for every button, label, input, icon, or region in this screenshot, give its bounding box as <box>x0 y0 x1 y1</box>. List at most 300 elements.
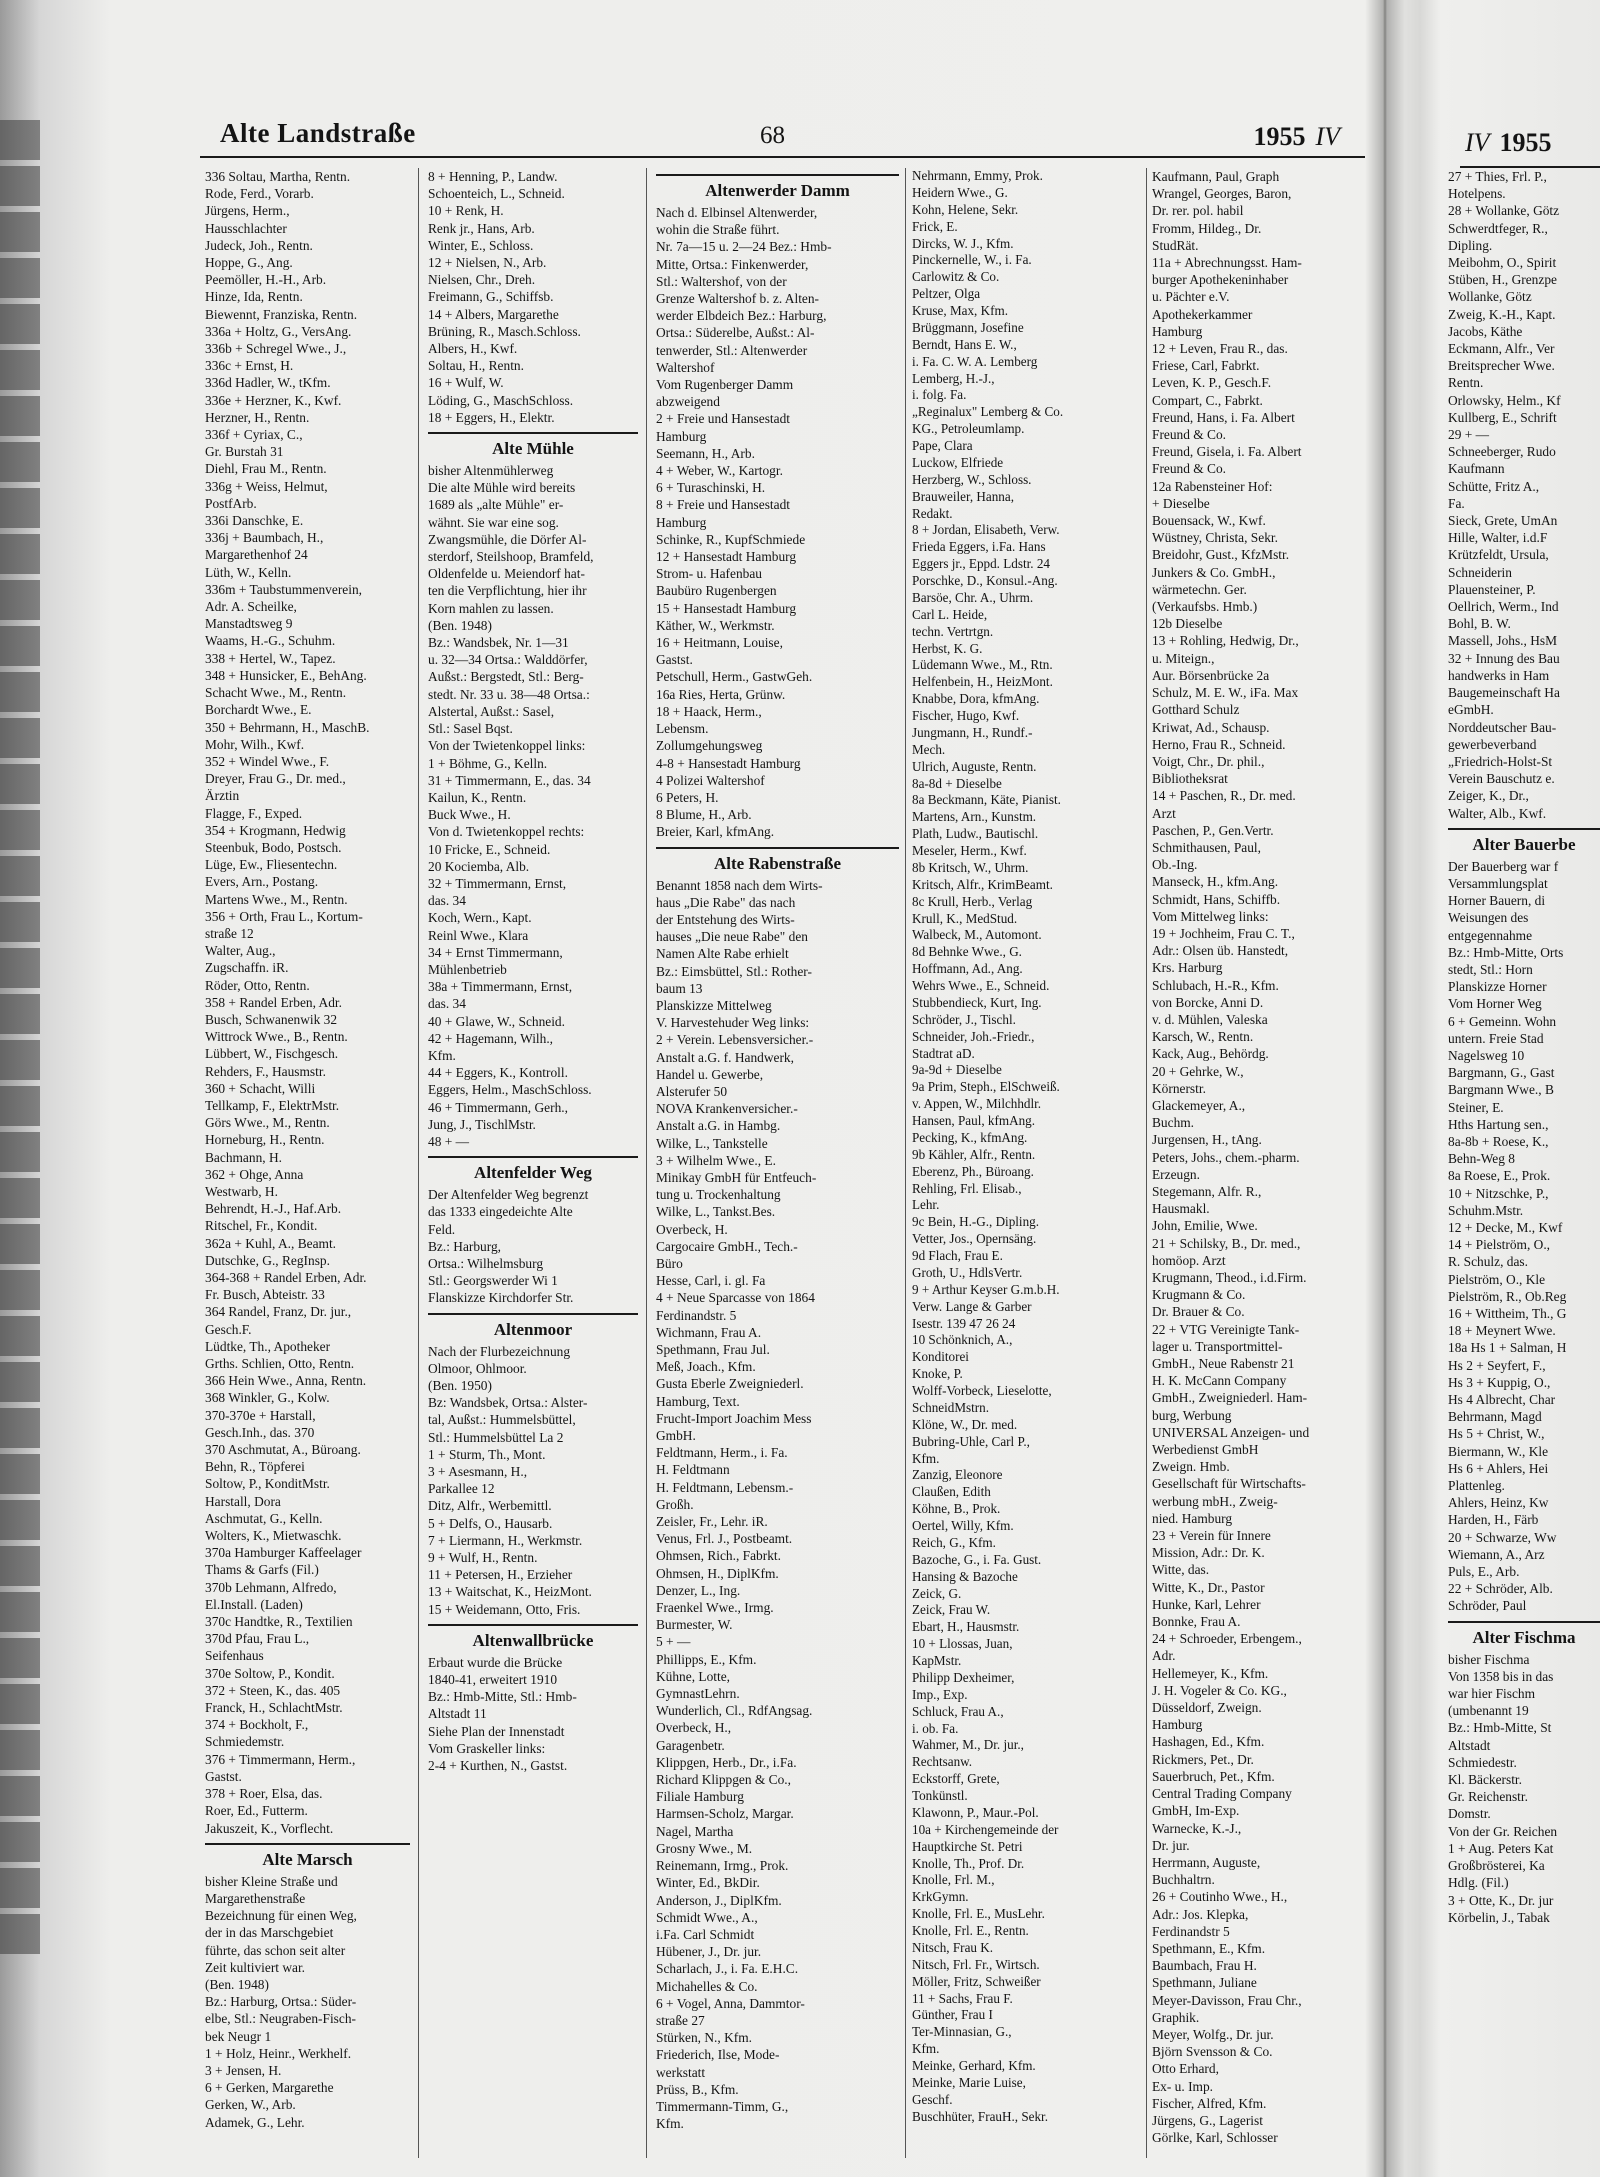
directory-entry: Waltershof <box>656 359 715 375</box>
directory-entry: Knolle, Frl. E., Rentn. <box>912 1923 1029 1938</box>
directory-entry: Hansing & Bazoche <box>912 1568 1018 1584</box>
directory-entry: KG., Petroleumlamp. <box>912 421 1025 437</box>
directory-entry: Dircks, W. J., Kfm. <box>912 235 1014 251</box>
directory-entry: Hunke, Karl, Lehrer <box>1152 1596 1261 1612</box>
column-6-next-page <box>1448 168 1600 1926</box>
directory-entry: Lehr. <box>912 1197 940 1213</box>
directory-entry: Hamburg <box>656 514 707 530</box>
directory-entry: Dr. rer. pol. habil <box>1152 203 1244 219</box>
directory-entry: das 1333 eingedeichte Alte <box>428 1204 573 1220</box>
directory-entry: 364-368 + Randel Erben, Adr. <box>205 1270 367 1285</box>
directory-entry: Bohl, B. W. <box>1448 616 1511 632</box>
directory-entry: Harmsen-Scholz, Margar. <box>656 1806 794 1822</box>
directory-entry: Nitsch, Frl. Fr., Wirtsch. <box>912 1956 1040 1972</box>
directory-entry: Judeck, Joh., Rentn. <box>205 237 313 253</box>
directory-entry: 3 + Jensen, H. <box>205 2062 282 2078</box>
directory-entry: Nagelsweg 10 <box>1448 1047 1525 1063</box>
directory-entry: 20 + Schwarze, Ww <box>1448 1529 1557 1545</box>
directory-entry: Alsterufer 50 <box>656 1083 728 1099</box>
directory-entry: u. Pächter e.V. <box>1152 289 1230 305</box>
directory-entry: Fr. Busch, Abteistr. 33 <box>205 1287 325 1303</box>
directory-entry: Baugemeinschaft Ha <box>1448 685 1560 701</box>
directory-entry: Herrmann, Auguste, <box>1152 1854 1261 1870</box>
directory-entry: Geschf. <box>912 2091 953 2107</box>
directory-entry: baum 13 <box>656 980 703 996</box>
directory-entry: Sieck, Grete, UmAn <box>1448 513 1558 529</box>
directory-entry: Overbeck, H., <box>656 1720 732 1736</box>
directory-entry: 336b + Schregel Wwe., J., <box>205 341 347 357</box>
directory-entry: Schmithausen, Paul, <box>1152 839 1261 855</box>
directory-entry: Krützfeldt, Ursula, <box>1448 547 1549 563</box>
directory-entry: (Ben. 1948) <box>205 1976 269 1992</box>
directory-entry: hauses „Die neue Rabe" den <box>656 929 808 945</box>
directory-entry: Görlke, Karl, Schlosser <box>1152 2130 1278 2146</box>
directory-entry: 10 Fricke, E., Schneid. <box>428 841 551 857</box>
directory-entry: Hamburg <box>656 428 707 444</box>
directory-entry: führte, das schon seit alter <box>205 1942 346 1958</box>
directory-entry: Krull, K., MedStud. <box>912 910 1018 926</box>
directory-entry: 348 + Hunsicker, E., BehAng. <box>205 667 367 683</box>
directory-entry: Peemöller, H.-H., Arb. <box>205 272 327 288</box>
directory-entry: Karsch, W., Rentn. <box>1152 1029 1254 1045</box>
directory-entry: GmbH., Zweigniederl. Ham- <box>1152 1390 1308 1406</box>
directory-entry: Schwerdtfeger, R., <box>1448 220 1548 236</box>
directory-entry: 20 Kociemba, Alb. <box>428 858 530 874</box>
directory-entry: Ebart, H., Hausmstr. <box>912 1619 1020 1635</box>
directory-entry: Hansen, Paul, kfmAng. <box>912 1113 1035 1128</box>
directory-entry: Schmidt, Hans, Schiffb. <box>1152 891 1281 907</box>
directory-entry: 15 + Hansestadt Hamburg <box>656 600 797 616</box>
directory-entry: Winter, E., Schloss. <box>428 237 534 253</box>
directory-entry: Zweign. Hmb. <box>1152 1459 1230 1475</box>
directory-entry: Kohn, Helene, Sekr. <box>912 201 1019 217</box>
directory-entry: Rickmers, Pet., Dr. <box>1152 1751 1254 1767</box>
directory-entry: Vetter, Jos., Opernsäng. <box>912 1231 1037 1247</box>
directory-entry: Dipling. <box>1448 237 1493 253</box>
directory-entry: 6 Peters, H. <box>656 789 719 805</box>
directory-entry: 2 + Freie und Hansestadt <box>656 411 790 427</box>
directory-entry: 18 + Eggers, H., Elektr. <box>428 409 555 425</box>
directory-entry: Zweig, K.-H., Kapt. <box>1448 306 1556 322</box>
directory-entry: 3 + Wilhelm Wwe., E. <box>656 1152 776 1168</box>
directory-entry: 336a + Holtz, G., VersAng. <box>205 323 352 339</box>
directory-entry: Plattenleg. <box>1448 1478 1505 1494</box>
directory-entry: 12 + Hansestadt Hamburg <box>656 549 797 565</box>
directory-entry: 24 + Schroeder, Erbengem., <box>1152 1631 1302 1647</box>
directory-entry: Domstr. <box>1448 1806 1491 1822</box>
directory-entry: Scharlach, J., i. Fa. E.H.C. <box>656 1961 799 1977</box>
directory-entry: 370d Pfau, Frau L., <box>205 1631 310 1647</box>
directory-entry: Eggers, Helm., MaschSchloss. <box>428 1082 592 1098</box>
directory-entry: Dr. Brauer & Co. <box>1152 1304 1245 1320</box>
directory-entry: Baubüro Rugenbergen <box>656 583 777 599</box>
directory-entry: Gastst. <box>205 1768 242 1784</box>
directory-entry: 6 + Gerken, Margarethe <box>205 2080 334 2096</box>
directory-entry: Harstall, Dora <box>205 1493 281 1509</box>
directory-entry: Grosny Wwe., M. <box>656 1840 753 1856</box>
directory-entry: 370a Hamburger Kaffeelager <box>205 1545 362 1561</box>
directory-entry: Bz.: Eimsbüttel, Stl.: Rother- <box>656 963 812 979</box>
directory-entry: Stl.: Sasel Bqst. <box>428 721 513 737</box>
directory-entry: Baumbach, Frau H. <box>1152 1958 1257 1974</box>
header-rule <box>200 156 1365 158</box>
directory-entry: Spethmann, E., Kfm. <box>1152 1940 1266 1956</box>
directory-entry: Lüdtke, Th., Apotheker <box>205 1338 331 1354</box>
directory-entry: Ex- u. Imp. <box>1152 2078 1213 2094</box>
directory-entry: Frucht-Import Joachim Mess <box>656 1410 812 1426</box>
street-heading: Altenmoor <box>428 1313 638 1343</box>
year-value: 1955 <box>1253 122 1306 151</box>
directory-entry: 336d Hadler, W., tKfm. <box>205 375 331 391</box>
directory-entry: Behrmann, Magd <box>1448 1409 1542 1425</box>
directory-entry: Ortsa.: Wilhelmsburg <box>428 1255 544 1271</box>
directory-entry: Herzberg, W., Schloss. <box>912 471 1032 487</box>
directory-entry: Busch, Schwanenwik 32 <box>205 1011 338 1027</box>
directory-entry: elbe, Stl.: Neugraben-Fisch- <box>205 2011 356 2027</box>
directory-entry: Altstadt <box>1448 1737 1491 1753</box>
directory-entry: Walter, Aug., <box>205 943 276 959</box>
directory-entry: Leven, K. P., Gesch.F. <box>1152 375 1272 391</box>
directory-entry: Krugmann, Theod., i.d.Firm. <box>1152 1270 1307 1285</box>
directory-entry: Zeick, Frau W. <box>912 1602 991 1618</box>
directory-entry: Wrangel, Georges, Baron, <box>1152 186 1292 202</box>
directory-entry: Claußen, Edith <box>912 1484 991 1500</box>
directory-entry: 9b Kähler, Alfr., Rentn. <box>912 1146 1036 1162</box>
directory-entry: KapMstr. <box>912 1653 962 1668</box>
directory-entry: Jürgens, Herm., <box>205 203 290 219</box>
directory-entry: Frieda Eggers, i.Fa. Hans <box>912 539 1046 555</box>
directory-entry: Soltow, P., KonditMstr. <box>205 1476 330 1492</box>
directory-entry: Lüge, Ew., Fliesentechn. <box>205 857 338 873</box>
directory-entry: SchneidMstrn. <box>912 1399 990 1415</box>
directory-entry: Manseck, H., kfm.Ang. <box>1152 874 1279 890</box>
directory-entry: Jungmann, H., Rundf.- <box>912 724 1033 740</box>
directory-entry: 9a-9d + Dieselbe <box>912 1062 1002 1078</box>
column-divider <box>1146 168 1147 2158</box>
directory-entry: 20 + Gehrke, W., <box>1152 1063 1244 1079</box>
directory-entry: Ob.-Ing. <box>1152 857 1198 873</box>
directory-entry: Stegemann, Alfr. R., <box>1152 1183 1262 1199</box>
directory-entry: 1689 als „alte Mühle" er- <box>428 497 564 513</box>
directory-entry: Nagel, Martha <box>656 1823 734 1839</box>
directory-entry: 12 + Leven, Frau R., das. <box>1152 341 1288 357</box>
directory-entry: 16 + Wittheim, Th., G <box>1448 1306 1567 1321</box>
directory-entry: Meinke, Gerhard, Kfm. <box>912 2058 1036 2073</box>
directory-entry: Wilke, L., Tankst.Bes. <box>656 1204 776 1220</box>
directory-entry: Büro <box>656 1255 683 1271</box>
directory-entry: Bz.: Harburg, <box>428 1238 502 1254</box>
directory-entry: Stl.: Hummelsbüttel La 2 <box>428 1429 564 1445</box>
directory-entry: Otto Erhard, <box>1152 2061 1219 2077</box>
directory-entry: Timmermann-Timm, G., <box>656 2098 789 2114</box>
directory-entry: Franck, H., SchlachtMstr. <box>205 1700 343 1716</box>
directory-entry: Tellkamp, F., ElektrMstr. <box>205 1097 340 1113</box>
directory-entry: Rehling, Frl. Elisab., <box>912 1180 1022 1196</box>
directory-entry: Von der Gr. Reichen <box>1448 1823 1558 1839</box>
directory-entry: 8 + Freie und Hansestadt <box>656 497 790 513</box>
directory-entry: Carlowitz & Co. <box>912 269 1000 285</box>
directory-entry: Redakt. <box>912 505 953 521</box>
column-divider <box>418 168 419 2158</box>
page-number: 68 <box>760 122 785 149</box>
directory-entry: Flagge, F., Exped. <box>205 805 303 821</box>
directory-entry: 360 + Schacht, Willi <box>205 1080 316 1096</box>
directory-entry: + Dieselbe <box>1152 495 1210 511</box>
directory-entry: 8c Krull, Herb., Verlag <box>912 893 1033 909</box>
directory-entry: Bibliotheksrat <box>1152 771 1228 787</box>
directory-entry: Filiale Hamburg <box>656 1789 744 1805</box>
directory-entry: entgegennahme <box>1448 927 1533 943</box>
directory-entry: Manstadtsweg 9 <box>205 616 293 632</box>
directory-entry: Hoppe, G., Ang. <box>205 255 293 271</box>
directory-entry: „Reginalux" Lemberg & Co. <box>912 404 1064 420</box>
next-page-header <box>1465 128 1600 158</box>
directory-entry: 18a Hs 1 + Salman, H <box>1448 1340 1567 1356</box>
directory-entry: gewerbeverband <box>1448 736 1537 752</box>
directory-entry: Apothekerkammer <box>1152 306 1253 322</box>
directory-entry: Wollanke, Götz <box>1448 289 1532 305</box>
directory-entry: Buck Wwe., H. <box>428 807 511 823</box>
directory-entry: John, Emilie, Wwe. <box>1152 1218 1258 1234</box>
directory-entry: tal, Außst.: Hummelsbüttel, <box>428 1412 576 1428</box>
directory-entry: bisher Fischma <box>1448 1651 1530 1667</box>
directory-entry: Schlubach, H.-R., Kfm. <box>1152 977 1279 993</box>
directory-entry: Schinke, R., KupfSchmiede <box>656 531 806 547</box>
column-divider <box>646 168 647 2158</box>
directory-entry: Hs 4 Albrecht, Char <box>1448 1392 1556 1408</box>
directory-entry: 9 + Wulf, H., Rentn. <box>428 1550 538 1566</box>
directory-entry: Behrendt, H.-J., Haf.Arb. <box>205 1201 342 1217</box>
directory-entry: homöop. Arzt <box>1152 1252 1226 1268</box>
directory-entry: Arzt <box>1152 805 1176 821</box>
directory-entry: i.Fa. Carl Schmidt <box>656 1926 755 1942</box>
directory-entry: Phillipps, E., Kfm. <box>656 1651 757 1667</box>
directory-entry: 42 + Hagemann, Wilh., <box>428 1030 554 1046</box>
directory-entry: Winter, Ed., BkDir. <box>656 1875 760 1891</box>
directory-entry: das. 34 <box>428 996 466 1012</box>
directory-entry: Hs 5 + Christ, W., <box>1448 1426 1545 1442</box>
directory-entry: Vom Horner Weg <box>1448 996 1542 1012</box>
directory-entry: Gesch.F. <box>205 1321 252 1337</box>
directory-entry: 4 + Neue Sparcasse von 1864 <box>656 1290 815 1306</box>
directory-entry: 336e + Herzner, K., Kwf. <box>205 392 342 408</box>
directory-entry: 1 + Böhme, G., Kelln. <box>428 755 548 771</box>
directory-entry: 16a Ries, Herta, Grünw. <box>656 686 786 702</box>
column-4 <box>912 168 1140 2126</box>
directory-entry: wärmetechn. Ger. <box>1152 581 1247 597</box>
directory-entry: Brauweiler, Hanna, <box>912 488 1014 504</box>
directory-entry: Gesellschaft für Wirtschafts- <box>1152 1476 1306 1492</box>
directory-entry: Martens Wwe., M., Rentn. <box>205 891 348 907</box>
directory-entry: Pinckernelle, W., i. Fa. <box>912 252 1032 268</box>
directory-entry: Schütte, Fritz A., <box>1448 478 1540 494</box>
directory-entry: 376 + Timmermann, Herm., <box>205 1751 356 1767</box>
directory-entry: H. K. McCann Company <box>1152 1373 1287 1389</box>
directory-entry: 5 + — <box>656 1634 691 1650</box>
directory-entry: 368 Winkler, G., Kolw. <box>205 1390 330 1406</box>
directory-entry: Klöne, W., Dr. med. <box>912 1416 1018 1432</box>
directory-entry: Behn, R., Töpferei <box>205 1459 305 1475</box>
next-page-volume: IV <box>1465 128 1490 157</box>
directory-entry: 11a + Abrechnungsst. Ham- <box>1152 255 1302 271</box>
directory-entry: Buchhaltrn. <box>1152 1872 1215 1888</box>
directory-entry: 18 + Haack, Herm., <box>656 703 762 719</box>
directory-entry: GmbH. <box>656 1428 696 1444</box>
directory-entry: 336 Soltau, Martha, Rentn. <box>205 169 351 184</box>
directory-entry: Biewennt, Franziska, Rentn. <box>205 306 358 322</box>
directory-entry: bisher Kleine Straße und <box>205 1873 338 1889</box>
directory-entry: werder Elbdeich Bez.: Harburg, <box>656 308 827 324</box>
directory-entry: Mech. <box>912 741 946 757</box>
directory-entry: Burmester, W. <box>656 1617 733 1633</box>
directory-entry: 12a Rabensteiner Hof: <box>1152 478 1273 494</box>
directory-entry: Imp., Exp. <box>912 1686 968 1702</box>
directory-entry: Breitsprecher Wwe. <box>1448 358 1555 374</box>
directory-entry: 4 Polizei Waltershof <box>656 772 765 788</box>
directory-entry: 12 + Decke, M., Kwf <box>1448 1219 1563 1235</box>
directory-entry: Gr. Reichenstr. <box>1448 1789 1528 1805</box>
book-gutter <box>1365 0 1405 2177</box>
directory-entry: 11 + Petersen, H., Erzieher <box>428 1567 573 1583</box>
directory-entry: Verw. Lange & Garber <box>912 1298 1032 1314</box>
directory-entry: Jurgensen, H., tAng. <box>1152 1132 1262 1148</box>
directory-entry: 8a-8b + Roese, K., <box>1448 1133 1549 1149</box>
directory-entry: Seemann, H., Arb. <box>656 445 755 461</box>
directory-entry: Gotthard Schulz <box>1152 702 1240 718</box>
directory-entry: Ter-Minnasian, G., <box>912 2024 1012 2040</box>
directory-entry: Gesch.Inh., das. 370 <box>205 1424 315 1440</box>
directory-entry: 336c + Ernst, H. <box>205 358 294 374</box>
directory-entry: Paschen, P., Gen.Vertr. <box>1152 822 1274 838</box>
directory-entry: haus „Die Rabe" das nach <box>656 894 796 910</box>
directory-entry: Hths Hartung sen., <box>1448 1116 1549 1132</box>
directory-entry: Nielsen, Chr., Dreh. <box>428 272 536 288</box>
volume-label: IV <box>1315 122 1340 151</box>
directory-entry: Aschmutat, G., Kelln. <box>205 1510 323 1526</box>
directory-entry: Pecking, K., kfmAng. <box>912 1129 1028 1145</box>
directory-entry: 14 + Pielström, O., <box>1448 1237 1551 1253</box>
directory-entry: Ditz, Alfr., Werbemittl. <box>428 1498 552 1514</box>
directory-entry: Schacht Wwe., M., Rentn. <box>205 685 347 701</box>
directory-entry: 31 + Timmermann, E., das. 34 <box>428 772 591 788</box>
directory-entry: Konditorei <box>912 1349 969 1365</box>
directory-entry: J. H. Vogeler & Co. KG., <box>1152 1682 1287 1698</box>
street-heading: Altenwallbrücke <box>428 1624 638 1654</box>
directory-entry: Feldtmann, Herm., i. Fa. <box>656 1445 788 1461</box>
directory-entry: Kaufmann, Paul, Graph <box>1152 169 1280 184</box>
directory-entry: Krs. Harburg <box>1152 960 1223 976</box>
street-heading: Alte Marsch <box>205 1843 410 1873</box>
directory-entry: 2 + Verein. Lebensversicher.- <box>656 1032 814 1048</box>
directory-entry: Hellemeyer, K., Kfm. <box>1152 1665 1269 1681</box>
directory-entry: Horner Bauern, di <box>1448 893 1546 909</box>
directory-entry: Jürgens, G., Lagerist <box>1152 2112 1263 2128</box>
directory-entry: burger Apothekeninhaber <box>1152 272 1289 288</box>
directory-entry: 8d Behnke Wwe., G. <box>912 944 1022 960</box>
directory-entry: Berndt, Hans E. W., <box>912 336 1017 352</box>
directory-entry: lager u. Transportmittel- <box>1152 1338 1283 1354</box>
directory-entry: Kriwat, Ad., Schausp. <box>1152 719 1270 735</box>
directory-entry: Körbelin, J., Tabak <box>1448 1909 1550 1925</box>
directory-entry: GmbH., Neue Rabenstr 21 <box>1152 1356 1295 1372</box>
directory-entry: Overbeck, H. <box>656 1221 728 1237</box>
directory-entry: Hashagen, Ed., Kfm. <box>1152 1734 1265 1750</box>
directory-entry: u. 32—34 Ortsa.: Walddörfer, <box>428 652 588 668</box>
directory-entry: Strom- u. Hafenbau <box>656 566 762 582</box>
next-page-year: 1955 <box>1499 128 1552 157</box>
directory-entry: Bouensack, W., Kwf. <box>1152 513 1266 529</box>
directory-entry: 8 Blume, H., Arb. <box>656 807 752 823</box>
directory-entry: Witte, K., Dr., Pastor <box>1152 1579 1265 1595</box>
column-5 <box>1152 168 1364 2146</box>
directory-entry: Versammlungsplat <box>1448 875 1548 891</box>
directory-entry: bisher Altenmühlerweg <box>428 463 554 479</box>
directory-entry: Ortsa.: Süderelbe, Außst.: Al- <box>656 325 815 341</box>
directory-entry: (Ben. 1950) <box>428 1378 492 1393</box>
directory-entry: Meyer, Wolfg., Dr. jur. <box>1152 2026 1274 2042</box>
index-tabs <box>0 120 40 2020</box>
directory-entry: Ärztin <box>205 788 240 804</box>
directory-entry: Plath, Ludw., Bautischl. <box>912 826 1039 842</box>
directory-entry: Kullberg, E., Schrift <box>1448 409 1557 425</box>
directory-entry: Spethmann, Juliane <box>1152 1975 1257 1991</box>
directory-entry: Rehders, F., Hausmstr. <box>205 1063 326 1079</box>
directory-entry: 44 + Eggers, K., Kontroll. <box>428 1065 568 1081</box>
directory-entry: Walter, Alb., Kwf. <box>1448 805 1547 821</box>
directory-entry: Garagenbetr. <box>656 1737 725 1753</box>
directory-entry: Schröder, Paul <box>1448 1598 1527 1614</box>
directory-entry: 9c Bein, H.-G., Dipling. <box>912 1214 1040 1230</box>
directory-entry: Isestr. 139 47 26 24 <box>912 1315 1016 1331</box>
directory-entry: Kailun, K., Rentn. <box>428 789 527 805</box>
directory-entry: techn. Vertrtgn. <box>912 623 994 639</box>
directory-entry: Cargocaire GmbH., Tech.- <box>656 1238 798 1254</box>
directory-entry: Westwarb, H. <box>205 1183 278 1199</box>
directory-entry: 12 + Nielsen, N., Arb. <box>428 255 547 271</box>
directory-entry: Bubring-Uhle, Carl P., <box>912 1433 1030 1449</box>
directory-entry: Knolle, Frl. E., MusLehr. <box>912 1906 1045 1922</box>
directory-entry: werkstatt <box>656 2064 706 2080</box>
directory-entry: Schmiedemstr. <box>205 1734 285 1750</box>
directory-entry: 370e Soltow, P., Kondit. <box>205 1665 335 1681</box>
directory-entry: Gusta Eberle Zweigniederl. <box>656 1376 804 1392</box>
directory-entry: Minikay GmbH für Entfeuch- <box>656 1169 817 1185</box>
directory-entry: tenwerder, Stl.: Altenwerder <box>656 342 808 358</box>
directory-entry: 6 + Gemeinn. Wohn <box>1448 1013 1557 1029</box>
street-heading: Alte Rabenstraße <box>656 847 899 877</box>
directory-entry: burg, Werbung <box>1152 1407 1232 1423</box>
directory-entry: 10 + Renk, H. <box>428 203 504 219</box>
directory-entry: Zwangsmühle, die Dörfer Al- <box>428 531 587 547</box>
directory-entry: (Verkaufsbs. Hmb.) <box>1152 599 1258 615</box>
directory-entry: Aur. Börsenbrücke 2a <box>1152 667 1270 683</box>
directory-entry: Heidern Wwe., G. <box>912 184 1008 200</box>
directory-entry: Käther, W., Werkmstr. <box>656 617 775 633</box>
directory-entry: Pielström, O., Kle <box>1448 1271 1546 1287</box>
directory-entry: H. Feldtmann <box>656 1462 730 1478</box>
directory-entry: Düsseldorf, Zweign. <box>1152 1700 1262 1716</box>
directory-entry: Großbrösterei, Ka <box>1448 1858 1545 1874</box>
directory-entry: Oertel, Willy, Kfm. <box>912 1518 1014 1533</box>
directory-entry: Herbst, K. G. <box>912 640 983 656</box>
directory-entry: Weisungen des <box>1448 910 1529 926</box>
directory-entry: Feld. <box>428 1221 456 1237</box>
directory-entry: straße 27 <box>656 2012 705 2028</box>
directory-entry: StudRät. <box>1152 237 1199 253</box>
directory-entry: Oellrich, Werm., Ind <box>1448 599 1559 615</box>
street-heading: Alter Bauerbe <box>1448 828 1600 858</box>
directory-entry: 32 + Innung des Bau <box>1448 650 1560 666</box>
